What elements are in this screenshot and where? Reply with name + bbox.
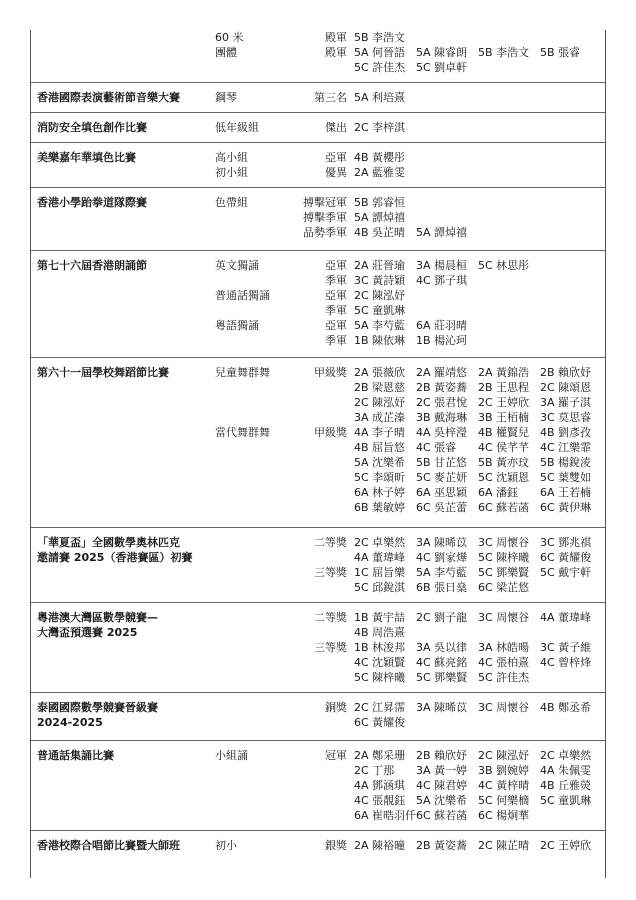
award-line: 冠軍 xyxy=(325,749,347,762)
winner-line xyxy=(354,120,604,135)
winner-name: 5C 林思彤 xyxy=(478,259,530,272)
winner-name: 5B 黃亦玟 xyxy=(478,456,530,469)
award-line xyxy=(295,580,347,595)
winner-line xyxy=(354,670,604,685)
winner-line xyxy=(354,45,604,60)
winner-name: 2A 張薇欣 xyxy=(354,366,406,379)
competition-name xyxy=(37,90,212,105)
winner-name: 4C 張柏熹 xyxy=(478,656,530,669)
winner-name: 2C 陳芷晴 xyxy=(478,839,530,852)
row-divider xyxy=(31,602,605,603)
winner-name: 5A 譚焯禧 xyxy=(354,211,406,224)
award-line xyxy=(295,625,347,640)
row-divider xyxy=(31,830,605,831)
winner-name: 5A 陳睿朗 xyxy=(416,46,468,59)
competition-name-line: 消防安全填色創作比賽 xyxy=(37,121,147,134)
winner-name: 5B 李浩文 xyxy=(354,31,406,44)
award xyxy=(295,610,347,685)
winner-name: 4A 鄧涵琪 xyxy=(354,779,406,792)
competition-name-line: 邀請賽 2025（香港賽區）初賽 xyxy=(37,551,193,564)
winner-name: 3A 陳晞苡 xyxy=(416,536,468,549)
award-line: 三等獎 xyxy=(314,641,347,654)
award xyxy=(295,535,347,595)
award-line: 二等獎 xyxy=(314,536,347,549)
category xyxy=(215,365,295,440)
row-divider xyxy=(31,82,605,83)
winner-name: 6C 梁芷悠 xyxy=(478,581,530,594)
award-line: 銀獎 xyxy=(325,839,347,852)
winner-line xyxy=(354,273,604,288)
winner-line xyxy=(354,535,604,550)
winner-name: 4C 江樂霏 xyxy=(540,441,592,454)
category xyxy=(215,120,295,135)
winner-line xyxy=(354,610,604,625)
award-line xyxy=(295,380,347,395)
competition-name xyxy=(37,838,212,853)
winner-name: 5C 許佳杰 xyxy=(354,61,406,74)
competition-name-line: 粵港澳大灣區數學競賽— xyxy=(37,611,158,624)
winner-line xyxy=(354,333,604,348)
award-line xyxy=(295,395,347,410)
winner-line xyxy=(354,838,604,853)
winner-name: 5A 譚焯禧 xyxy=(416,226,468,239)
table-left-border xyxy=(30,30,31,878)
award xyxy=(295,700,347,715)
winner-name: 5A 利培熹 xyxy=(354,91,406,104)
award-line: 季軍 xyxy=(325,334,347,347)
winner-name: 5C 陳梓曦 xyxy=(354,671,406,684)
award-line: 甲級獎 xyxy=(314,426,347,439)
category-line xyxy=(215,303,295,318)
winners xyxy=(354,748,604,823)
winner-name: 4B 吳芷晴 xyxy=(354,226,406,239)
award-line xyxy=(295,550,347,565)
winner-name: 3A 林皓暘 xyxy=(478,641,530,654)
winner-line xyxy=(354,778,604,793)
award xyxy=(295,748,347,763)
winner-name: 2C 劉子龍 xyxy=(416,611,468,624)
winner-name: 5B 甘芷悠 xyxy=(416,456,468,469)
award-line: 甲級獎 xyxy=(314,366,347,379)
winner-name: 4A 吳梓瀅 xyxy=(416,426,468,439)
winner-name: 5A 何晉語 xyxy=(354,46,406,59)
winner-name: 6A 王若楠 xyxy=(540,486,592,499)
winner-name: 3C 黃詩穎 xyxy=(354,274,406,287)
winner-name: 5A 沈樂希 xyxy=(416,794,468,807)
award-line: 季軍 xyxy=(325,274,347,287)
winner-name: 2C 卓樂然 xyxy=(540,749,592,762)
award-line: 季軍 xyxy=(325,304,347,317)
winner-name: 2A 藍雅雯 xyxy=(354,166,406,179)
winner-name: 3C 周懷谷 xyxy=(478,701,530,714)
award-line xyxy=(295,655,347,670)
winner-name: 2C 王婷欣 xyxy=(540,839,592,852)
winner-name: 5C 陳梓曦 xyxy=(478,551,530,564)
award-line: 銅獎 xyxy=(325,701,347,714)
winner-name: 2C 陳頌恩 xyxy=(540,381,592,394)
award-line: 優異 xyxy=(325,166,347,179)
category-line: 60 米 xyxy=(215,31,244,44)
winner-name: 6A 崔晧羽仟 xyxy=(354,809,417,822)
row-divider xyxy=(31,527,605,528)
winner-line xyxy=(354,700,604,715)
winner-line xyxy=(354,625,604,640)
winner-name: 2B 黃姿蕎 xyxy=(416,839,468,852)
winner-name: 4C 黃梓晴 xyxy=(478,779,530,792)
category-line xyxy=(215,380,295,395)
winner-name: 3A 吳以律 xyxy=(416,641,468,654)
winner-name: 5B 李浩文 xyxy=(478,46,530,59)
winner-line xyxy=(354,165,604,180)
winner-name: 5C 麥芷妍 xyxy=(416,471,468,484)
category-line: 色帶組 xyxy=(215,196,248,209)
winner-name: 2A 羅靖悠 xyxy=(416,366,468,379)
award-line: 第三名 xyxy=(314,91,347,104)
winner-name: 2C 張君悅 xyxy=(416,396,468,409)
winner-name: 6A 林子婷 xyxy=(354,486,406,499)
winners xyxy=(354,150,604,180)
winner-name: 2A 陳裕曈 xyxy=(354,839,406,852)
winner-name: 3B 王栢楠 xyxy=(478,411,530,424)
winner-line xyxy=(354,60,604,75)
winner-name: 2C 陳泓妤 xyxy=(478,749,530,762)
winner-name: 2A 黃錦浩 xyxy=(478,366,530,379)
competition-name-line: 普通話集誦比賽 xyxy=(37,749,114,762)
winner-name: 6B 張日燊 xyxy=(416,581,468,594)
winner-line xyxy=(354,550,604,565)
winner-name: 3C 莫思睿 xyxy=(540,411,592,424)
winner-name: 1B 楊沁珂 xyxy=(416,334,468,347)
winner-name: 4C 蘇亮銘 xyxy=(416,656,468,669)
award-line: 亞軍 xyxy=(325,151,347,164)
winner-line xyxy=(354,485,604,500)
award-line: 殿軍 xyxy=(325,46,347,59)
category-line: 低年級組 xyxy=(215,121,259,134)
category-line: 鋼琴 xyxy=(215,91,237,104)
winner-name: 3C 周懷谷 xyxy=(478,611,530,624)
category-line: 當代舞群舞 xyxy=(215,426,270,439)
category xyxy=(215,748,295,763)
row-divider xyxy=(31,112,605,113)
winner-name: 2C 陳泓妤 xyxy=(354,396,406,409)
winner-line xyxy=(354,425,604,440)
award-line: 亞軍 xyxy=(325,319,347,332)
category-line: 初小組 xyxy=(215,166,248,179)
winner-name: 3B 劉婉婷 xyxy=(478,764,530,777)
category xyxy=(215,90,295,105)
winner-name: 2A 莊晉瑜 xyxy=(354,259,406,272)
winner-name: 4B 屈旨悠 xyxy=(354,441,406,454)
award xyxy=(295,195,347,240)
winner-name: 2C 江昇霈 xyxy=(354,701,406,714)
winner-name: 2B 賴欣妤 xyxy=(540,366,592,379)
winner-line xyxy=(354,793,604,808)
winner-line xyxy=(354,318,604,333)
winners xyxy=(354,90,604,105)
category-line xyxy=(215,273,295,288)
competition-name-line: 「華夏盃」全國數學奧林匹克 xyxy=(37,536,180,549)
award-line: 殿軍 xyxy=(325,31,347,44)
competition-name-line: 香港小學跆拳道隊際賽 xyxy=(37,196,147,209)
winner-line xyxy=(354,763,604,778)
competition-name-line: 泰國國際數學競賽晉級賽 xyxy=(37,701,158,714)
winner-name: 6A 巫思穎 xyxy=(416,486,468,499)
category-line: 普通話獨誦 xyxy=(215,289,270,302)
winner-name: 3B 戴海琳 xyxy=(416,411,468,424)
winner-name: 2A 鄭采珊 xyxy=(354,749,406,762)
winner-line xyxy=(354,655,604,670)
winner-line xyxy=(354,90,604,105)
winner-line xyxy=(354,808,604,823)
winner-name: 4A 朱佩雯 xyxy=(540,764,592,777)
row-divider xyxy=(31,250,605,251)
competition-name xyxy=(37,365,212,380)
winner-name: 2C 王婷欣 xyxy=(478,396,530,409)
winners xyxy=(354,535,604,595)
winner-name: 5C 戴宇軒 xyxy=(540,566,592,579)
winner-name: 6A 潘鈺 xyxy=(478,486,519,499)
winner-name: 6A 莊羽晴 xyxy=(416,319,468,332)
award-line: 亞軍 xyxy=(325,289,347,302)
award xyxy=(295,150,347,180)
competition-name xyxy=(37,610,212,640)
winner-name: 5C 鄧樂賢 xyxy=(416,671,468,684)
winners xyxy=(354,365,604,515)
winner-name: 2B 梁恩慈 xyxy=(354,381,406,394)
winner-name: 6B 葉敏婷 xyxy=(354,501,406,514)
winner-name: 4C 陳君婷 xyxy=(416,779,468,792)
winner-line xyxy=(354,395,604,410)
competition-name-line: 2024-2025 xyxy=(37,716,103,729)
winner-name: 5C 沈穎恩 xyxy=(478,471,530,484)
award xyxy=(295,90,347,105)
competition-name xyxy=(37,120,212,135)
winner-line xyxy=(354,580,604,595)
winner-name: 5C 李頌昕 xyxy=(354,471,406,484)
winner-name: 4C 鄧子琪 xyxy=(416,274,468,287)
award-line xyxy=(295,670,347,685)
category-line xyxy=(215,395,295,410)
winner-name: 4C 劉家燁 xyxy=(416,551,468,564)
winner-name: 3A 楊晨桓 xyxy=(416,259,468,272)
row-divider xyxy=(31,740,605,741)
winners xyxy=(354,838,604,853)
winner-name: 2B 賴欣妤 xyxy=(416,749,468,762)
winner-name: 4B 丘雅熒 xyxy=(540,779,592,792)
winners xyxy=(354,195,604,240)
winner-name: 4A 李子晴 xyxy=(354,426,406,439)
winner-name: 5B 郭睿恒 xyxy=(354,196,406,209)
winner-name: 6C 楊炯華 xyxy=(478,809,530,822)
category-line: 兒童舞群舞 xyxy=(215,366,270,379)
winner-name: 5C 葉雙如 xyxy=(540,471,592,484)
winner-name: 3A 成芷溱 xyxy=(354,411,406,424)
winner-line xyxy=(354,500,604,515)
award-line: 品勢季軍 xyxy=(303,226,347,239)
winner-name: 5C 劉卓軒 xyxy=(416,61,468,74)
competition-name xyxy=(37,258,212,273)
competition-name-line: 美樂嘉年華填色比賽 xyxy=(37,151,136,164)
category-line: 粵語獨誦 xyxy=(215,319,259,332)
award-line xyxy=(295,410,347,425)
category-line: 小組誦 xyxy=(215,749,248,762)
winner-line xyxy=(354,365,604,380)
winner-line xyxy=(354,410,604,425)
winner-name: 4B 鄭丞希 xyxy=(540,701,592,714)
winner-name: 4B 權賢兒 xyxy=(478,426,530,439)
winner-name: 4C 張睿 xyxy=(416,441,457,454)
winner-name: 6C 蘇若菡 xyxy=(478,501,530,514)
winner-name: 4C 張靚鈺 xyxy=(354,794,406,807)
winner-name: 4B 劉彥孜 xyxy=(540,426,592,439)
winner-name: 5C 童凱琳 xyxy=(540,794,592,807)
category-line: 初小 xyxy=(215,839,237,852)
category xyxy=(215,838,295,853)
table-right-border xyxy=(605,30,606,878)
award-line: 亞軍 xyxy=(325,259,347,272)
competition-name xyxy=(37,748,212,763)
category-line: 英文獨誦 xyxy=(215,259,259,272)
winner-name: 2C 李梓淇 xyxy=(354,121,406,134)
winner-name: 5A 李芍藍 xyxy=(416,566,468,579)
winner-name: 4C 侯芊芊 xyxy=(478,441,530,454)
winner-name: 1B 陳依琳 xyxy=(354,334,406,347)
winner-name: 6C 黃伊琳 xyxy=(540,501,592,514)
competition-name xyxy=(37,150,212,165)
winner-name: 4C 沈穎賢 xyxy=(354,656,406,669)
row-divider xyxy=(31,142,605,143)
winner-line xyxy=(354,715,604,730)
winners xyxy=(354,30,604,75)
award xyxy=(295,838,347,853)
competition-name xyxy=(37,195,212,210)
category-line xyxy=(215,410,295,425)
winner-name: 5A 李芍藍 xyxy=(354,319,406,332)
winner-line xyxy=(354,150,604,165)
winner-line xyxy=(354,440,604,455)
category-line: 高小組 xyxy=(215,151,248,164)
winner-line xyxy=(354,225,604,240)
winners xyxy=(354,120,604,135)
winner-name: 6C 黃耀俊 xyxy=(540,551,592,564)
winner-name: 3C 黃子維 xyxy=(540,641,592,654)
award-line: 二等獎 xyxy=(314,611,347,624)
winner-name: 2B 王思程 xyxy=(478,381,530,394)
winner-name: 3A 羅子淇 xyxy=(540,396,592,409)
award xyxy=(295,30,347,60)
winner-name: 2C 丁那 xyxy=(354,764,395,777)
category-line xyxy=(215,333,295,348)
winner-line xyxy=(354,210,604,225)
winner-line xyxy=(354,455,604,470)
winners xyxy=(354,258,604,348)
category xyxy=(215,30,295,60)
winner-name: 4C 曾梓烽 xyxy=(540,656,592,669)
winner-name: 3A 黃一婷 xyxy=(416,764,468,777)
competition-name-line: 香港校際合唱節比賽暨大師班 xyxy=(37,839,180,852)
winner-name: 5C 童凱琳 xyxy=(354,304,406,317)
award-line: 三等獎 xyxy=(314,566,347,579)
winner-name: 5C 邱銳淇 xyxy=(354,581,406,594)
winner-name: 4A 董瑋峰 xyxy=(540,611,592,624)
winner-line xyxy=(354,470,604,485)
winner-name: 5C 何樂樀 xyxy=(478,794,530,807)
winner-line xyxy=(354,748,604,763)
competition-name-line: 第七十六屆香港朗誦節 xyxy=(37,259,147,272)
winner-line xyxy=(354,258,604,273)
winner-name: 3C 周懷谷 xyxy=(478,536,530,549)
row-divider xyxy=(31,187,605,188)
winner-name: 1B 黃宇喆 xyxy=(354,611,406,624)
winner-name: 5B 楊銳淩 xyxy=(540,456,592,469)
row-divider xyxy=(31,357,605,358)
winner-line xyxy=(354,380,604,395)
row-divider xyxy=(31,692,605,693)
winner-line xyxy=(354,30,604,45)
winner-name: 4A 董瑋峰 xyxy=(354,551,406,564)
winner-line xyxy=(354,288,604,303)
award-line: 搏擊季軍 xyxy=(303,211,347,224)
winner-name: 5C 鄧樂賢 xyxy=(478,566,530,579)
winner-line xyxy=(354,640,604,655)
winner-line xyxy=(354,195,604,210)
winner-name: 5C 許佳杰 xyxy=(478,671,530,684)
winner-name: 2C 陳泓妤 xyxy=(354,289,406,302)
winner-name: 5A 沈樂希 xyxy=(354,456,406,469)
category-line: 團體 xyxy=(215,46,237,59)
winners xyxy=(354,610,604,685)
competition-name xyxy=(37,700,212,730)
winner-name: 4B 周浩熹 xyxy=(354,626,406,639)
winners xyxy=(354,700,604,730)
award xyxy=(295,258,347,348)
winner-name: 6C 蘇若菡 xyxy=(416,809,468,822)
award xyxy=(295,120,347,135)
winner-line xyxy=(354,303,604,318)
winner-name: 5B 張睿 xyxy=(540,46,581,59)
category xyxy=(215,195,295,210)
award-line: 搏擊冠軍 xyxy=(303,196,347,209)
award xyxy=(295,365,347,440)
competition-name xyxy=(37,535,212,565)
winner-name: 6C 黃耀俊 xyxy=(354,716,406,729)
winner-name: 1B 林浚邦 xyxy=(354,641,406,654)
winner-name: 1C 屈旨樂 xyxy=(354,566,406,579)
category xyxy=(215,258,295,348)
winner-name: 2C 卓樂然 xyxy=(354,536,406,549)
winner-name: 3A 陳晞苡 xyxy=(416,701,468,714)
winner-name: 3C 鄧兆祺 xyxy=(540,536,592,549)
winner-name: 4B 黃櫻彤 xyxy=(354,151,406,164)
category xyxy=(215,150,295,180)
winner-line xyxy=(354,565,604,580)
competition-name-line: 大灣盃預選賽 2025 xyxy=(37,626,138,639)
winner-name: 6C 吳芷蕾 xyxy=(416,501,468,514)
award-line: 傑出 xyxy=(325,121,347,134)
winner-name: 2B 黃姿蕎 xyxy=(416,381,468,394)
competition-name-line: 第六十一屆學校舞蹈節比賽 xyxy=(37,366,169,379)
competition-name-line: 香港國際表演藝術節音樂大賽 xyxy=(37,91,180,104)
